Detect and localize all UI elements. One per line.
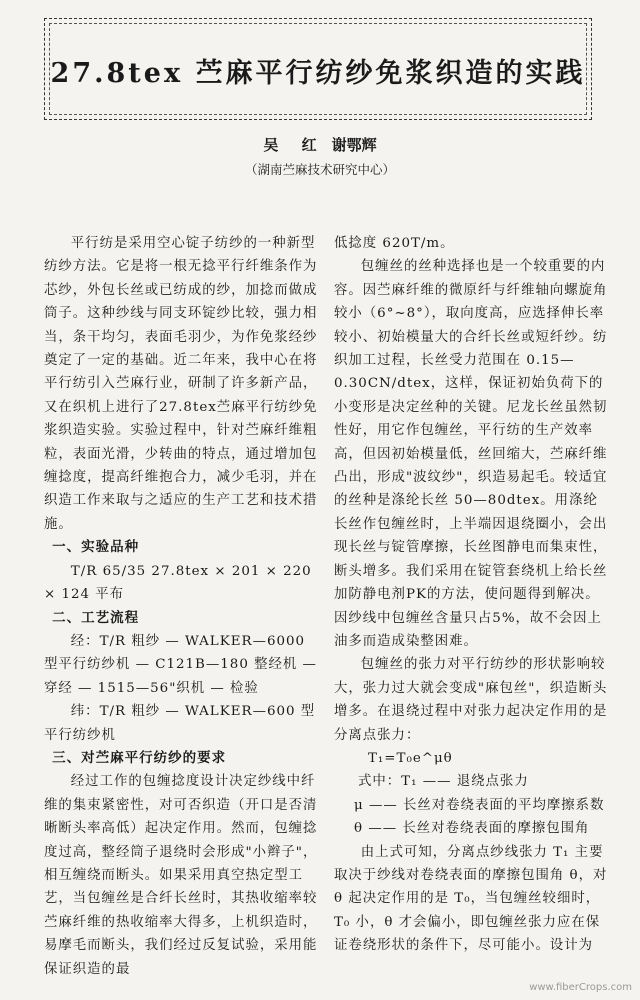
- article-authors: 吴 红 谢鄂辉: [263, 136, 377, 154]
- process-weft: 纬：T/R 粗纱 — WALKER—600 型平行纺纱机: [44, 704, 316, 743]
- section-3-heading: 三、对苎麻平行纺纱的要求: [52, 749, 227, 766]
- equation-def-mu: μ —— 长丝对卷绕表面的平均摩擦系数: [354, 797, 605, 813]
- article-title: 27.8tex 苎麻平行纺纱免浆织造的实践: [50, 58, 586, 89]
- left-column: [44, 232, 322, 981]
- tension-equation: T₁=T₀e^μθ: [368, 750, 453, 766]
- section-1-body: T/R 65/35 27.8tex × 201 × 220 × 124 平布: [44, 563, 312, 603]
- filament-paragraph: 包缠丝的丝种选择也是一个较重要的内容。因苎麻纤维的微原纤与纤维轴向螺旋角较小（6°~8°），取向度高，应选择伸长率较小、初始模量大的合纤长丝或短纤纱。纺织加工过程，长丝受力范围在 0.15—0.30CN/dtex，这样，保证初始负荷下的小变形是决定丝种的关键。尼龙长丝虽然韧性好，用它作包缠丝，平行纺的生产效率高，但因初始模量低，丝回缩大，苎麻纤维凸出，形成"波纹纱"，织造易起毛。较适宜的丝种是涤纶长丝 50—80dtex。用涤纶长丝作包缠丝时，上半端因退绕圈小，会出现长丝与锭管摩擦，长丝图静电而集束性，断头增多。我们采用在锭管套绕机上给长丝加防静电剂PK的方法，使问题得到解决。因纱线中包缠丝含量只占5%，故不会因上油多而造成染整困难。: [334, 259, 608, 649]
- process-warp: 经：T/R 粗纱 — WALKER—6000 型平行纺纱机 — C121B—180 整经机 — 穿经 — 1515—56"织机 — 检验: [44, 633, 317, 696]
- article-affiliation: （湖南苎麻技术研究中心）: [244, 162, 395, 177]
- section-2-heading: 二、工艺流程: [52, 609, 140, 626]
- right-column: [334, 232, 612, 958]
- section-1-heading: 一、实验品种: [52, 539, 140, 556]
- section-3-body: 经过工作的包缠捻度设计决定纱线中纤维的集束紧密性，对可否织造（开口是否清晰断头率高低）起决定作用。然而，包缠捻度过高，整经筒子退绕时会形成"小辫子"，相互缠绕而断头。如果采用真空热定型工艺，当包缠丝是合纤长丝时，其热收缩率较苎麻纤维的热收缩率大得多，上机织造时，易摩毛而断头，我们经过反复试验，采用能保证织造的最: [44, 774, 318, 977]
- equation-def-theta: θ —— 长丝对卷绕表面的摩擦包围角: [354, 821, 590, 837]
- intro-paragraph: 平行纺是采用空心锭子纺纱的一种新型纺纱方法。它是将一根无捻平行纤维条作为芯纱，外包长丝或已纺成的纱，加捻而做成筒子。这种纱线与同支环锭纱比较，强力相当，条干均匀，表面毛羽少，为作免浆经纱奠定了一定的基础。近二年来，我中心在将平行纺引入苎麻行业，研制了许多新产品，又在织机上进行了27.8tex苎麻平行纺纱免浆织造实验。实验过程中，针对苎麻纤维粗粒，表面光滑，少转曲的特点，通过增加包缠捻度，提高纤维抱合力，减少毛羽，并在织造工作来取与之适应的生产工艺和技术措施。: [44, 236, 318, 532]
- tension-paragraph: 包缠丝的张力对平行纺纱的形状影响较大，张力过大就会变成"麻包丝"，织造断头增多。在退绕过程中对张力起决定作用的是分离点张力：: [334, 657, 608, 743]
- equation-where: 式中：T₁ —— 退绕点张力: [358, 774, 529, 790]
- site-watermark: www.fiberCrops.com: [529, 982, 632, 993]
- conclusion-paragraph: 由上式可知，分离点纱线张力 T₁ 主要取决于纱线对卷绕表面的摩擦包围角 θ，对 θ 起决定作用的是 T₀，当包缠丝较细时，T₀ 小，θ 才会偏小，即包缠丝张力应在保证卷绕形状的条件下，尽可能小。设计为: [334, 844, 608, 954]
- continued-text: 低捻度 620T/m。: [334, 236, 455, 251]
- title-frame: [44, 18, 592, 120]
